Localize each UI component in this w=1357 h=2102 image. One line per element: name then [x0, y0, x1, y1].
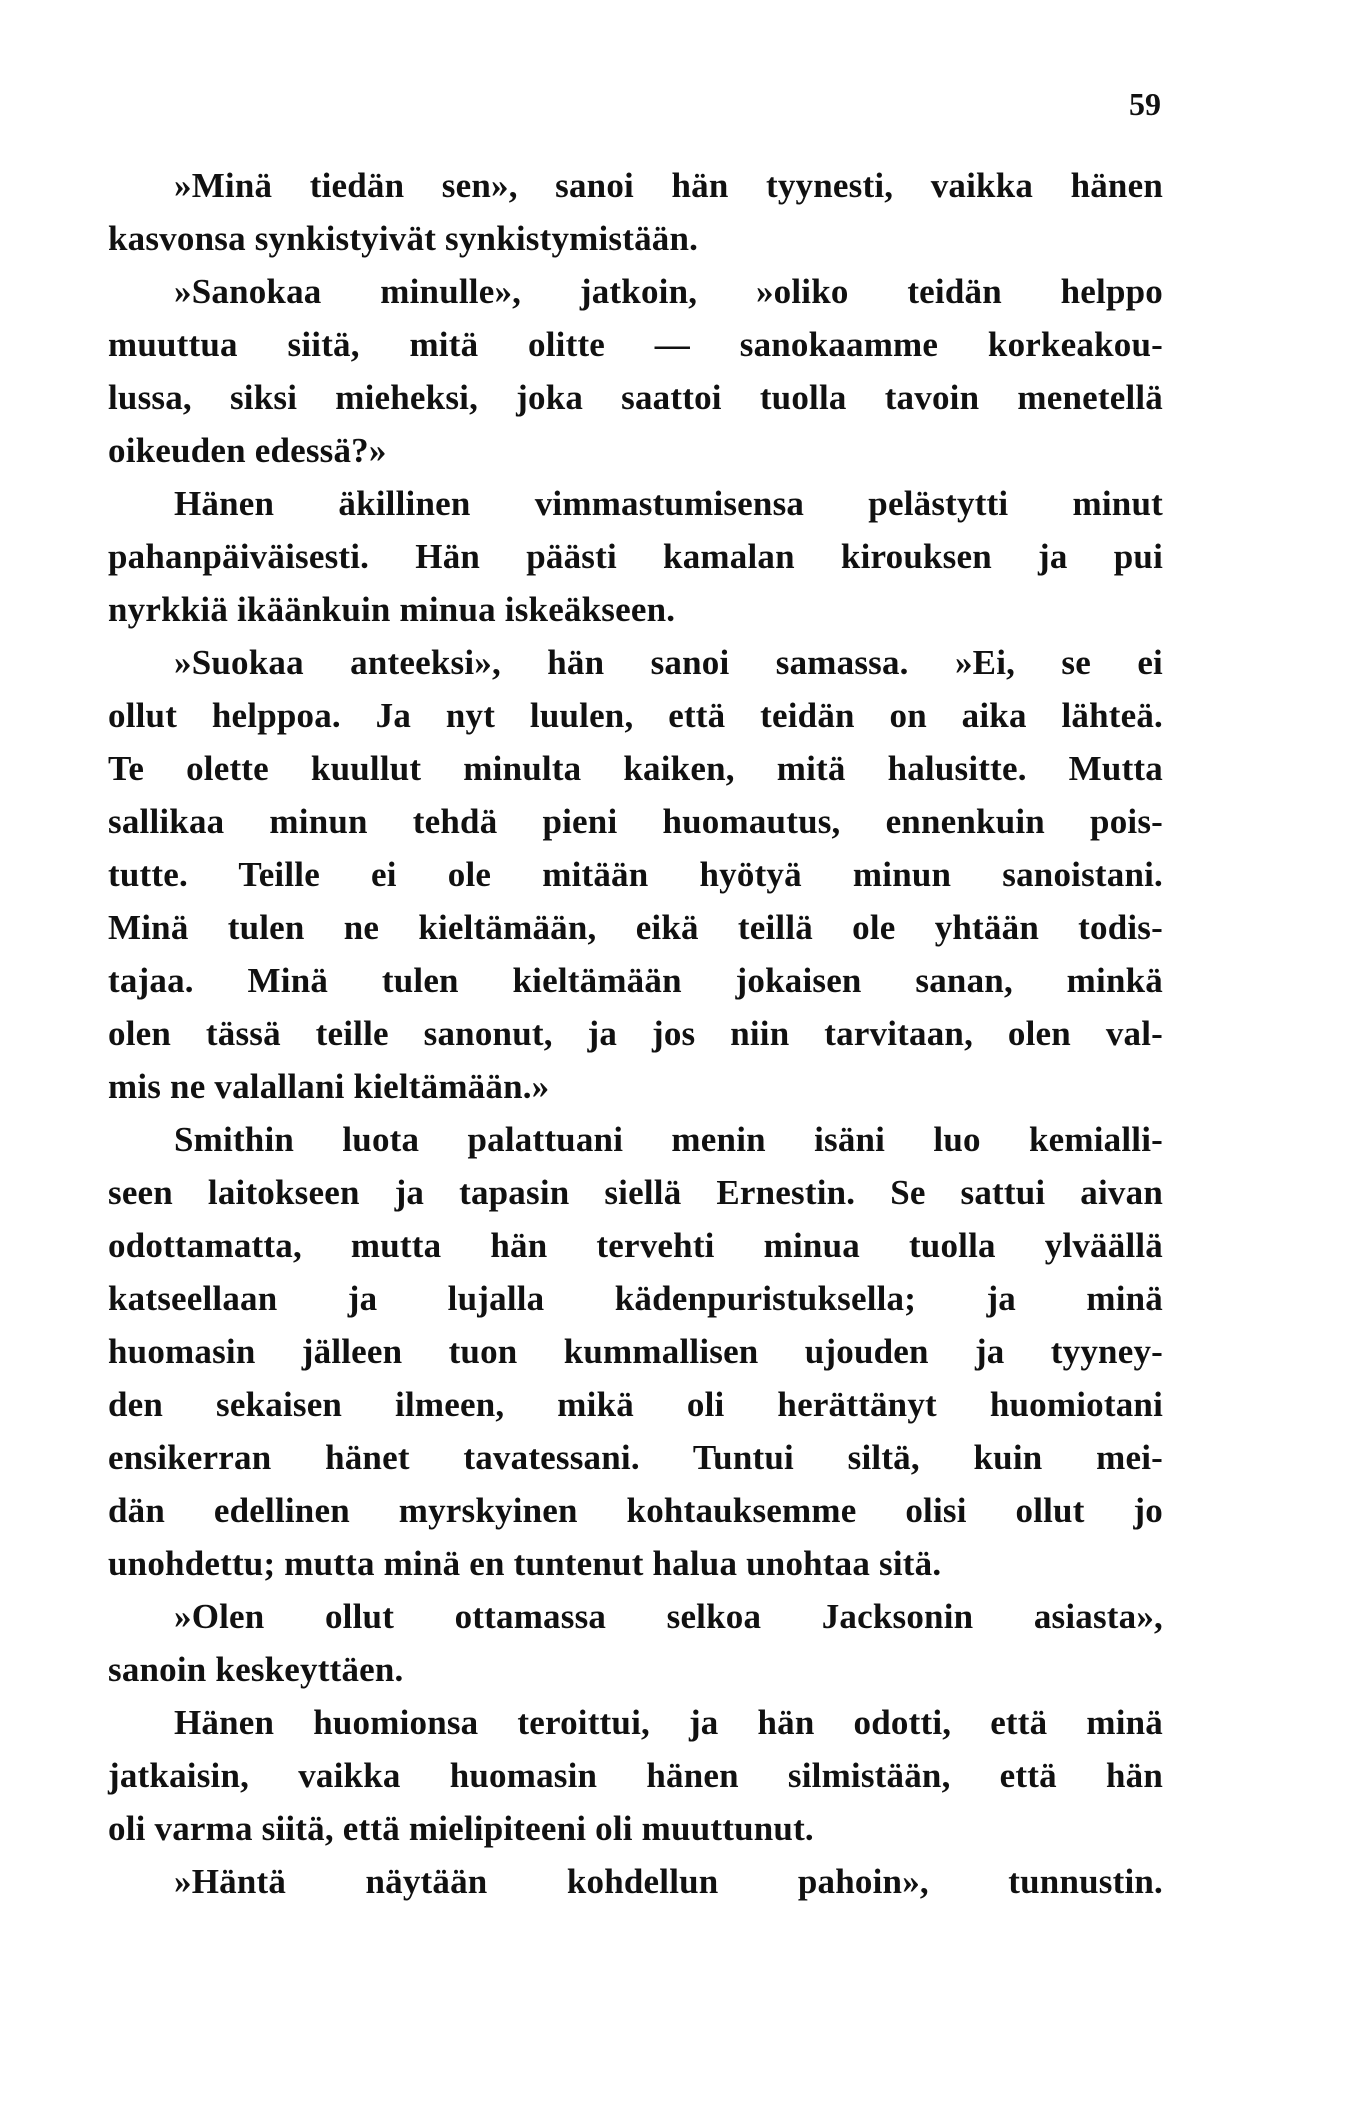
text-line: den sekaisen ilmeen, mikä oli herättänyt huomiotani	[108, 1385, 1163, 1424]
text-line: nyrkkiä ikäänkuin minua iskeäkseen.	[108, 590, 676, 629]
text-line: pahanpäiväisesti. Hän päästi kamalan kirouksen ja pui	[108, 537, 1163, 576]
paragraph	[108, 1696, 1163, 1855]
paragraph	[108, 477, 1163, 636]
text-line: Minä tulen ne kieltämään, eikä teillä ole yhtään todis-	[108, 908, 1163, 947]
text-line: sallikaa minun tehdä pieni huomautus, ennenkuin pois-	[108, 802, 1163, 841]
text-line: oikeuden edessä?»	[108, 431, 387, 470]
paragraph	[108, 265, 1163, 477]
text-line: jatkaisin, vaikka huomasin hänen silmistään, että hän	[108, 1756, 1163, 1795]
text-line: Hänen äkillinen vimmastumisensa pelästytti minut	[174, 484, 1163, 523]
text-line: »Olen ollut ottamassa selkoa Jacksonin asiasta»,	[174, 1597, 1163, 1636]
paragraph	[108, 1113, 1163, 1590]
paragraph	[108, 1855, 1163, 1908]
text-line: »Häntä näytään kohdellun pahoin», tunnustin.	[174, 1862, 1163, 1901]
text-line: kasvonsa synkistyivät synkistymistään.	[108, 219, 699, 258]
text-line: mis ne valallani kieltämään.»	[108, 1067, 550, 1106]
text-line: muuttua siitä, mitä olitte — sanokaamme korkeakou-	[108, 325, 1163, 364]
page-number: 59	[1129, 86, 1161, 122]
text-line: seen laitokseen ja tapasin siellä Ernestin. Se sattui aivan	[108, 1173, 1163, 1212]
paragraph	[108, 636, 1163, 1113]
text-line: Hänen huomionsa teroittui, ja hän odotti, että minä	[174, 1703, 1163, 1742]
text-line: huomasin jälleen tuon kummallisen ujouden ja tyyney-	[108, 1332, 1163, 1371]
text-line: tajaa. Minä tulen kieltämään jokaisen sanan, minkä	[108, 961, 1163, 1000]
text-line: »Minä tiedän sen», sanoi hän tyynesti, vaikka hänen	[174, 166, 1163, 205]
text-line: sanoin keskeyttäen.	[108, 1650, 404, 1689]
paragraph	[108, 1590, 1163, 1696]
text-line: dän edellinen myrskyinen kohtauksemme olisi ollut jo	[108, 1491, 1163, 1530]
text-line: tutte. Teille ei ole mitään hyötyä minun sanoistani.	[108, 855, 1163, 894]
text-line: odottamatta, mutta hän tervehti minua tuolla ylväällä	[108, 1226, 1163, 1265]
text-line: oli varma siitä, että mielipiteeni oli muuttunut.	[108, 1809, 814, 1848]
text-line: Smithin luota palattuani menin isäni luo kemialli-	[174, 1120, 1163, 1159]
text-line: ollut helppoa. Ja nyt luulen, että teidän on aika lähteä.	[108, 696, 1163, 735]
paragraph	[108, 159, 1163, 265]
text-line: »Suokaa anteeksi», hän sanoi samassa. »Ei, se ei	[174, 643, 1163, 682]
text-line: olen tässä teille sanonut, ja jos niin tarvitaan, olen val-	[108, 1014, 1163, 1053]
text-line: »Sanokaa minulle», jatkoin, »oliko teidän helppo	[174, 272, 1163, 311]
text-line: ensikerran hänet tavatessani. Tuntui siltä, kuin mei-	[108, 1438, 1163, 1477]
text-line: Te olette kuullut minulta kaiken, mitä halusitte. Mutta	[108, 749, 1163, 788]
text-line: unohdettu; mutta minä en tuntenut halua unohtaa sitä.	[108, 1544, 942, 1583]
body-text	[108, 159, 1163, 1908]
text-line: katseellaan ja lujalla kädenpuristuksella; ja minä	[108, 1279, 1163, 1318]
text-line: lussa, siksi mieheksi, joka saattoi tuolla tavoin menetellä	[108, 378, 1163, 417]
